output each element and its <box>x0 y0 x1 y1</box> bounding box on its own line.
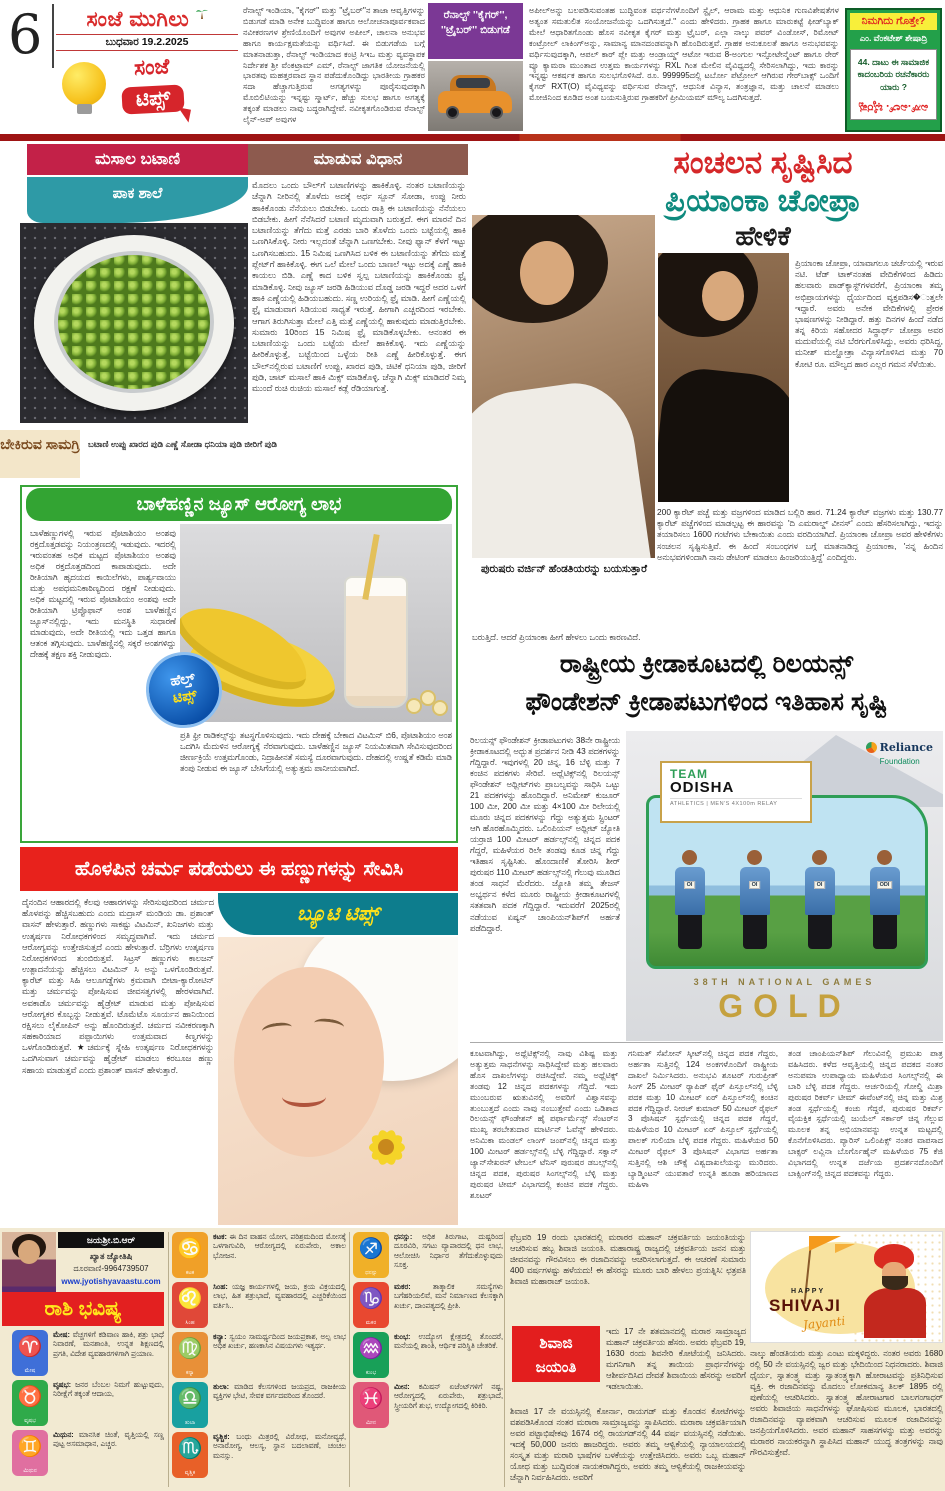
palm-tree-icon <box>196 8 208 20</box>
beauty-body: ದೈನಂದಿನ ಆಹಾರದಲ್ಲಿ ಕೆಲವು ಆಹಾರಗಳನ್ನು ಸೇರಿಸುವುದರಿಂದ ಚರ್ಮದ ಹೊಳಪನ್ನು ಹೆಚ್ಚಿಸಬಹುದು ಎಂದು ಮದ್ರಾಸ್ ಮಂಡಿಯ ಡಾ. ಪ್ರಶಾಂತ್ ವಾಸನ್ ಹೇಳುತ್ತಾರೆ. ಹಣ್ಣುಗಳು ಸಾಕಷ್ಟು ವಿಟಮಿನ್, ಖನಿಜಗಳು ಮತ್ತು ಉತ್ಕರ್ಷಣ ನಿರೋಧಕಗಳಿಂದ ಸಮೃದ್ಧವಾಗಿವೆ. ಇದು ಚರ್ಮದ ಆರೋಗ್ಯವನ್ನು ಉತ್ತೇಜಿಸುತ್ತದೆ ಎಂದು ಹೇಳುತ್ತಾರೆ. ಬೆರ‍್ರಿಗಳು ಉತ್ಕರ್ಷಣ ನಿರೋಧಕಗಳಿಂದ ತುಂಬಿರುತ್ತವೆ. ಸಿಟ್ರಸ್ ಹಣ್ಣುಗಳು ಕಾಲಜನ್ ಉತ್ಪಾದನೆಯನ್ನು ಹೆಚ್ಚಿಸಲು ವಿಟಮಿನ್ ಸಿ ಅನ್ನು ಒಳಗೊಂಡಿರುತ್ತವೆ. ಕ್ಯಾರೆಟ್ ಮತ್ತು ಸಿಹಿ ಆಲೂಗಡ್ಡೆಗಳು ಕ್ರಮವಾಗಿ ಬೀಟಾ-ಕ್ಯಾರೋಟಿನ್ ಮತ್ತು ಚರ್ಮವನ್ನು ಪೋಷಿಸುವ ಜೀವಸತ್ವಗಳಲ್ಲಿ ಹೇರಳವಾಗಿವೆ. ಅವಕಾಡೊ ಚರ್ಮವನ್ನು ಹೈಡ್ರೇಟ್ ಮಾಡುವ ಮತ್ತು ಪೋಷಿಸುವ ಆರೋಗ್ಯಕರ ಕೊಬ್ಬನ್ನು ನೀಡುತ್ತವೆ. ಟೊಮೆಟೊ ಸೂರ್ಯನ ಹಾನಿಯಿಂದ ರಕ್ಷಿಸಲು ಲೈಕೋಪಿನ್ ಅನ್ನು ಹೊಂದಿರುತ್ತವೆ. ಚರ್ಮದ ನವೀಕರಣಕ್ಕಾಗಿ ಸಹಕಾರಿಯಾದ ಪಪ್ಪಾಯಿಗಳು ಉತ್ತಮವಾದ ಕಿಣ್ವಗಳನ್ನು ಒಳಗೊಂಡಿರುತ್ತವೆ. ★ಚರ್ಮಕ್ಕೆ ಸ್ನೇಹಿ ಉತ್ಕರ್ಷಣ ನಿರೋಧಕಗಳನ್ನು ಒದಗಿಸುವಾಗ ಚರ್ಮವನ್ನು ಹೈಡ್ರೇಟ್ ಮಾಡಲು ಕರಬೂಜ ಹಣ್ಣು ಸಹಾಯ ಮಾಡುತ್ತವೆ ಎಂದು ಪ್ರಶಾಂತ್ ವಾಸನ್ ಹೇಳುತ್ತಾರೆ. <box>22 897 214 1075</box>
sports-photo <box>626 731 943 1041</box>
renault-article-right: ಅಪೀಲ್‌ಅನ್ನು ಬಲಪಡಿಸುವಂತಹ ಬುದ್ಧಿವಂತ ವರ್ಧನೆಗಳೊಂದಿಗೆ ಸ್ಟೈಲ್, ಆರಾಮ ಮತ್ತು ಆಧುನಿಕ ಗುಣವಿಶೇಷತೆಗಳ ಅತ್ಯಂತ ಸಮತುಲಿತ ಸಂಯೋಜನೆಯನ್ನು ಒದಗಿಸುತ್ತದೆ.'' ಎಂದು ಹೇಳಿದರು. ಗ್ರಾಹಕ ಹಾಗೂ ಮಾರುಕಟ್ಟೆ ಫೀಡ್‌ಬ್ಯಾಕ್ ಮೇಲೆ ಆಧಾರಿತಗೊಂಡು ಹೊಸ ನವೀಕೃತ ಕೈಗರ್ ಮತ್ತು ಟ್ರೈಬರ್, ಎಲ್ಲಾ ನಾಲ್ಕು ಪವರ್ ವಿಂಡೋಸ್, ರಿಮೋಟ್ ಕಂಟ್ರೋಲ್ ಲಾಕಿಂಗ್‌ಅನ್ನು, ಸಾಮಾನ್ಯ ಮಾನದಂಡವನ್ನಾಗಿ ಹೊಂದಿರುತ್ತವೆ. ಗ್ರಾಹಕ ಅನುಕೂಲತೆ ಹಾಗೂ ಅನುಭವವನ್ನು ವರ್ಧಿಸುವುದಕ್ಕಾಗಿ, ಆಪಲ್ ಕಾರ್ ಪ್ಲೇ ಮತ್ತು ಆಂಡ್ರಾಯ್ಡ್ ಆಟೋ ಇರುವ 8-ಅಂಗುಲ ಇನ್ಫೋಟೇನ್ಮೆಂಟ್ ಹಾಗೂ ರೇರ್ ವ್ಯೂ ಕ್ಯಾಮರಾ ಮುಂತಾದ ಉತ್ತಮ ಕಾರ್ಯಗಳನ್ನು RXL ಗಿಂತ ಮೇಲಿನ ವೈವಿಧ್ಯದಲ್ಲಿ ಸೇರಿಸಲಾಗಿದ್ದು, ಇದು ಕಾರನ್ನು ಇನ್ನಷ್ಟು ಆಕರ್ಷಕ ಹಾಗೂ ಸುಲಭಗೊಳಿಸಿದೆ. ರೂ. 999995ದಲ್ಲಿ ಟರ್ಬೋ ಪೆಟ್ರೋಲ್ ಆಗಿರುವ ಗೇರ್‌ಬಾಕ್ಸ್ ಒಂದಿಗೆ ಕೈಗರ್ RXT(O) ವೈವಿಧ್ಯವನ್ನು ವರ್ಧಿಸುವ ರೆನಾಲ್ಟ್, ಆಧುನಿಕ ವಿನ್ಯಾಸ, ತಂತ್ರಜ್ಞಾನ, ಮತ್ತು ಚಾಲನೆ ಮಾಡಲು ಮೋಜಿನಿಂದ ಕೂಡಿದ ಅಂಶ ಬಯಸುತ್ತಿರುವ ಗ್ರಾಹಕರಿಗೆ ಪ್ರೀಮಿಯಮ್ ಮೌಲ್ಯ ಒದಗಿಸುತ್ತದೆ. <box>529 6 839 103</box>
beauty-title: ಹೊಳಪಿನ ಚರ್ಮ ಪಡೆಯಲು ಈ ಹಣ್ಣುಗಳನ್ನು ಸೇವಿಸಿ <box>20 847 458 891</box>
aquarius-icon: ♒ ಕುಂಭ <box>353 1332 389 1378</box>
gemini-icon: ♊ ಮಿಥುನ <box>12 1430 48 1476</box>
header-divider <box>0 134 945 141</box>
tips-word-bottom: ಟಿಪ್ಸ್ <box>121 84 185 114</box>
masthead-text: ಸಂಜೆ ಮುಗಿಲು <box>86 8 190 31</box>
zodiac-row-aries: ♈ ಮೇಷ ಮೇಷ: ವೆಚ್ಚಗಳಿಗೆ ಕಡಿವಾಣ ಹಾಕಿ, ಶತ್ರು ಭಾಧೆ ನಿವಾರಣೆ, ಮನಶಾಂತಿ, ಉನ್ನತ ಶಿಕ್ಷಣದಲ್ಲಿ ಪ್ರಗತಿ, ವಿದೇಶ ವ್ಯವಹಾರಗಳಿಗಾಗಿ ಪ್ರಯಾಣ. <box>12 1330 164 1376</box>
health-tips-badge: ಹೆಲ್ತ್ ಟಿಪ್ಸ್ <box>141 647 227 733</box>
astrologer-title: ಖ್ಯಾತ ಜ್ಯೋತಿಷಿ <box>89 1251 133 1261</box>
aries-icon: ♈ ಮೇಷ <box>12 1330 48 1376</box>
zodiac-row-pisces: ♓ ಮೀನ ಮೀನ: ಕಮಿಷನ್ ಏಜೆಂಟ್‌ಗಳಿಗೆ ನಷ್ಟ, ಆರೋಗ್ಯದಲ್ಲಿ ಏರುಪೇರು, ಶತ್ರುಭಾದೆ, ಸ್ತ್ರೀಯರಿಗೆ ಶುಭ, ಉದ್ಯೋಗದಲ್ಲಿ ಕಿರಿಕಿರಿ. <box>353 1382 503 1428</box>
face-shape <box>234 967 384 1157</box>
recipe-method-title: ಮಾಡುವ ವಿಧಾನ <box>248 144 468 175</box>
national-games-caption: 38TH NATIONAL GAMES <box>693 977 876 987</box>
zodiac-row-sagittarius: ♐ ಧನಸ್ಸು ಧನಸ್ಸು: ಅಧಿಕ ತಿರುಗಾಟ, ದುಷ್ಟರಿಂದ ದೂರವಿರಿ, ಸಗಟು ವ್ಯಾಪಾರದಲ್ಲಿ ಧನ ಲಾಭ, ಆಲೋಚಿಸಿ ನಿರ್ಧಾರ ತೆಗೆದುಕೊಳ್ಳುವುದು ಸೂಕ್ತ. <box>353 1232 503 1278</box>
athlete-figure: OI <box>733 850 777 966</box>
saffron-flag-icon <box>835 1244 855 1253</box>
priyanka-bottom-line: ಬರುತ್ತಿದೆ. ಆದರೆ ಪ್ರಿಯಾಂಕಾ ಹೀಗೆ ಹೇಳಲು ಒಂದು ಕಾರಣವಿದೆ. <box>472 632 641 642</box>
shivaji-figure <box>864 1288 926 1338</box>
capricorn-icon: ♑ ಮಕರ <box>353 1282 389 1328</box>
sagittarius-icon: ♐ ಧನಸ್ಸು <box>353 1232 389 1278</box>
tips-word-top: ಸಂಜೆ <box>133 55 170 80</box>
sports-col-2: ಗನಿಮತ್ ಸೆಖೋನ್ ಸ್ಕೀಟ್‌ನಲ್ಲಿ ಚಿನ್ನದ ಪದಕ ಗೆದ್ದರು, ಅರ್ಹತಾ ಸುತ್ತಿನಲ್ಲಿ 124 ಅಂಕಗಳೊಂದಿಗೆ ರಾಷ್ಟ್ರೀಯ ದಾಖಲೆ ನಿರ್ಮಿಸಿದರು. ಅನುಭವಿ ಶೂಟರ್ ಗುರುಪ್ರೀತ್ ಸಿಂಗ್ 25 ಮೀಟರ್ ರ‍್ಯಾಪಿಡ್ ಫೈರ್ ಪಿಸ್ತೂಲ್‌ನಲ್ಲಿ ಬೆಳ್ಳಿ ಪದಕ ಮತ್ತು 10 ಮೀಟರ್ ಏರ್ ಪಿಸ್ತೂಲ್‌ನಲ್ಲಿ ಕಂಚಿನ ಪದಕ ಗೆದ್ದಿದ್ದಾರೆ. ನೀರಜ್ ಕುಮಾರ್ 50 ಮೀಟರ್ ರೈಫಲ್ 3 ಪೊಸಿಷನ್ ಸ್ಪರ್ಧೆಯಲ್ಲಿ ಚಿನ್ನದ ಪದಕ ಗೆದ್ದರೆ, ಮಹಿಳೆಯರ 10 ಮೀಟರ್ ಏರ್ ಪಿಸ್ತೂಲ್ ಸ್ಪರ್ಧೆಯಲ್ಲಿ ಪಾಲಕ್ ಗುಲಿಯಾ ಬೆಳ್ಳಿ ಪದಕ ಗೆದ್ದರು. ಮಹಿಳೆಯರ 50 ಮೀಟರ್ ರೈಫಲ್ 3 ಪೊಸಿಷನ್ ವಿಭಾಗದ ಅರ್ಹತಾ ಸುತ್ತಿನಲ್ಲಿ ಆಶಿ ಚೌಕ್ಸೆ ವಿಶ್ವದಾಖಲೆಯನ್ನು ಮುರಿದರು. ಬ್ಯಾಡ್ಮಿಂಟನ್ ಯುವತಾರೆ ಉನ್ನತಿ ಹೂಡಾ ಹರಿಯಾಣದ ಮಹಿಳಾ <box>628 1049 778 1189</box>
sports-headline-1: ರಾಷ್ಟ್ರೀಯ ಕ್ರೀಡಾಕೂಟದಲ್ಲಿ ರಿಲಯನ್ಸ್ <box>559 650 854 678</box>
edition-date: ಬುಧವಾರ 19.2.2025 <box>56 34 238 51</box>
team-odisha-card: TEAM ODISHA ATHLETICS | MEN'S 4X100m RELAY <box>660 761 812 823</box>
sports-rule <box>470 1042 943 1043</box>
column-divider <box>349 1232 350 1487</box>
know-box <box>845 8 942 132</box>
zodiac-row-capricorn: ♑ ಮಕರ ಮಕರ: ತಾತ್ಕಾಲಿಕ ಸಮಸ್ಯೆಗಳು ಬಗೆಹರಿಯಲಿವೆ, ಮನೆ ನಿರ್ಮಾಣದ ಕೆಲಸಕ್ಕಾಗಿ ಖರ್ಚು, ದಾಂಪತ್ಯದಲ್ಲಿ ಪ್ರೀತಿ. <box>353 1282 503 1328</box>
shivaji-jayanti-image <box>750 1231 943 1343</box>
astrologer-name: ಜಯಶ್ರೀ.ಬಿ.ಆರ್ <box>58 1232 164 1248</box>
shivaji-para-3: ಶಿವಾಜಿ 17 ನೇ ವಯಸ್ಸಿನಲ್ಲಿ ಕೋರ್ನಾ, ರಾಯಗಡ್ ಮತ್ತು ಕೊಂಡನ ಕೋಟೆಗಳನ್ನು ವಶಪಡಿಸಿಕೊಂಡ ನಂತರ ಮರಾಠಾ ಸಾಮ್ರಾಜ್ಯವನ್ನು ಸ್ಥಾಪಿಸಿದರು. ಮರಾಠಾ ಚಕ್ರವರ್ತಿಯಾಗಿ ಅವರ ಪಟ್ಟಾಭಿಷೇಕವು 1674 ರಲ್ಲಿ ರಾಯಗಡ್‌ನಲ್ಲಿ 44 ವರ್ಷ ವಯಸ್ಸಿನಲ್ಲಿ ನಡೆಯಿತು. ಇದಕ್ಕೆ 50,000 ಜನರು ಹಾಜರಿದ್ದರು. ಅವರು ತಮ್ಮ ಆಳ್ವಿಕೆಯಲ್ಲಿ ನ್ಯಾಯಾಲಯದಲ್ಲಿ ಸಂಸ್ಕೃತ ಮತ್ತು ಮರಾಠಿ ಭಾಷೆಗಳ ಬಳಕೆಯನ್ನು ಉತ್ತೇಜಿಸಿದರು. ಅವರು ಒಬ್ಬ ಮಹಾನ್ ಯೋಧ ಮತ್ತು ಬುದ್ಧಿವಂತ ನಾಯಕರಾಗಿದ್ದರು, ಅವರು ತಮ್ಮ ಆಳ್ವಿಕೆಯಲ್ಲಿ ರಾಜಕೀಯವನ್ನು ಚೆನ್ನಾಗಿ ನಿರ್ವಹಿಸಿದರು. ಅವರಿಗೆ <box>510 1406 746 1483</box>
zodiac-row-taurus: ♉ ವೃಷಭ ವೃಷಭ: ಜನರ ಬೆಂಬಲ ನಿಮಗೆ ಹುಟ್ಟುವುದು, ನಿರೀಕ್ಷೆಗೆ ತಕ್ಕಂತೆ ಆದಾಯ, <box>12 1380 164 1426</box>
know-box-title: ನಿಮಗಿದು ಗೊತ್ತೇ? <box>850 13 937 30</box>
know-box-question: 44. ದಾಟು ಈ ಸಾಮಾಜಿಕ ಕಾದಂಬರಿಯ ರಚನೆಕಾರರು ಯಾರು ? <box>857 57 930 92</box>
zodiac-row-aquarius: ♒ ಕುಂಭ ಕುಂಭ: ಉದ್ಯೋಗ ಕ್ಷೇತ್ರದಲ್ಲಿ ತೊಂದರೆ, ಮನೆಯಲ್ಲಿ ಶಾಂತಿ, ಆರ್ಥಿಕ ಪರಿಸ್ಥಿತಿ ಚೇತರಿಕೆ. <box>353 1332 503 1378</box>
sports-col-1: ಕೂಟವಾಗಿದ್ದು, ಅಥ್ಲೆಟಿಕ್ಸ್‌ನಲ್ಲಿ ನಾವು ವಿಶಿಷ್ಟ ಮತ್ತು ಅತ್ಯುತ್ತಮ ಸಾಧನೆಗಳನ್ನು ಸಾಧಿಸಿದ್ದೇವೆ ಮತ್ತು ಹಲವಾರು ಹೊಸ ದಾಖಲೆಗಳನ್ನು ರಚಿಸಿದ್ದೇವೆ. ನಮ್ಮ ಅಥ್ಲೆಟಿಕ್ಸ್ ತಂಡವು 12 ಚಿನ್ನದ ಪದಕಗಳನ್ನು ಗೆದ್ದಿದೆ. ಇದು ಮುಂಬರುವ ಋತುವಿನಲ್ಲಿ ಅವರಿಗೆ ವಿಶ್ವಾಸವನ್ನು ತುಂಬುತ್ತದೆ ಎಂದು ನಾವು ನಂಬುತ್ತೇವೆ ಎಂದು ಒಡಿಶಾದ ರಿಲಯನ್ಸ್ ಫೌಂಡೇಶನ್ ಹೈ ಪರ್ಫಾರ್ಮೆನ್ಸ್ ಸೆಂಟರ್‌ನ ಮುಖ್ಯ ತರಬೇತುದಾರ ಮಾರ್ಟಿನ್ ಓವೆನ್ಸ್ ಹೇಳಿದರು. ಅನಿಮಿಕಾ ಮಂಡಲ್ ಲಾಂಗ್ ಜಂಪ್‌ನಲ್ಲಿ ಚಿನ್ನದ ಮತ್ತು 100 ಮೀಟರ್ ಹರ್ಡಲ್ಸ್‌ನಲ್ಲಿ ಬೆಳ್ಳಿ ಗೆದ್ದಿದ್ದಾರೆ. ಸಕ್ವಾನ್ ಜ್ಯಾನ್‌ಸೇಖರನ್ ಟೇಬಲ್ ಟೆನಿಸ್ ಪುರುಷರ ಡಬಲ್ಸ್‌ನಲ್ಲಿ ಚಿನ್ನದ ಪದಕ, ಪುರುಷರ ಸಿಂಗಲ್ಸ್‌ನಲ್ಲಿ ಬೆಳ್ಳಿ ಮತ್ತು ಪುರುಷರ ಟೀಮ್ ವಿಭಾಗದಲ್ಲಿ ಕಂಚಿನ ಪದಕ ಗೆದ್ದರು. ಶೂಟರ್ <box>470 1049 618 1200</box>
speech-tail <box>176 107 191 122</box>
horoscope-column-1 <box>12 1330 164 1480</box>
taurus-icon: ♉ ವೃಷಭ <box>12 1380 48 1426</box>
column-divider <box>168 1232 169 1487</box>
athlete-figure: OI <box>668 850 712 966</box>
pisces-icon: ♓ ಮೀನ <box>353 1382 389 1428</box>
horoscope-header: ರಾಶಿ ಭವಿಷ್ಯ <box>2 1292 164 1326</box>
column-divider <box>504 1232 505 1487</box>
jayanti-script-text: Jayanti <box>802 1313 846 1333</box>
juice-glass <box>344 576 408 708</box>
renault-headline-box: ರೆನಾಲ್ಟ್ ''ಕೈಗರ್'', ''ಟ್ರೈಬರ್'' ಬಿಡುಗಡೆ <box>428 3 523 59</box>
reliance-flame-icon <box>866 742 877 753</box>
car-image <box>428 61 523 131</box>
beauty-tips-banner <box>218 893 458 935</box>
astrologer-phone: ದೂರವಾಣಿ-9964739507 <box>73 1264 149 1273</box>
bulb-icon <box>62 62 106 114</box>
peas-bowl <box>54 251 214 393</box>
reliance-foundation-logo: Reliance Foundation <box>866 739 933 766</box>
masthead-block <box>56 8 238 51</box>
priyanka-body-2: 200 ಕ್ಯಾರೆಟ್ ಪಚ್ಚೆ ಮತ್ತು ವಜ್ರಗಳಿಂದ ಮಾಡಿದ ಬಲ್ಲಿರಿ ಹಾರ. 71.24 ಕ್ಯಾರೆಟ್ ವಜ್ರಗಳು ಮತ್ತು 130.77 ಕ್ಯಾರೆಟ್ ಪಚ್ಚೆಗಳಿಂದ ಮಾಡಲ್ಪಟ್ಟ ಈ ಹಾರವನ್ನು 'ದಿ ಎಮರಾಲ್ಡ್ ವೀನಸ್' ಎಂದು ಹೆಸರಿಸಲಾಗಿದ್ದು, ಇದನ್ನು ತಯಾರಿಸಲು 1600 ಗಂಟೆಗಳು ಬೇಕಾಯಿತು ಎಂದು ವರದಿಯಾಗಿದೆ. ಪ್ರಿಯಾಂಕಾ ಚೋಪ್ರಾ ಅವರ ಹೇಳಿಕೆಗಳು ಸಂಚಲನ ಸೃಷ್ಟಿಸುತ್ತಿವೆ. ಈ ಹಿಂದೆ ಸಂಬಂಧಗಳ ಬಗ್ಗೆ ಮಾತನಾಡಿದ್ದ ಪ್ರಿಯಾಂಕಾ, 'ನನ್ನ ಹಿಂದಿನ ಅನುಭವಗಳಿಂದಾಗಿ ನಾನು ಡೇಟಿಂಗ್ ಮಾಡಲು ಹಿಂಜರಿಯುತ್ತಿದ್ದೆ' ಎಂದಿದ್ದರು. <box>657 507 943 562</box>
ingredients-text: ಬಟಾಣಿ ಉಪ್ಪು ಖಾರದ ಪುಡಿ ಎಣ್ಣೆ ಸೋಡಾ ಧನಿಯಾ ಪುಡಿ ಜೀರಿಗೆ ಪುಡಿ <box>88 439 277 449</box>
leo-icon: ♌ ಸಿಂಹ <box>172 1282 208 1328</box>
shivaji-para-4: ನಾಲ್ಕು ಹೆಂಡತಿಯರು ಮತ್ತು ಎಂಟು ಮಕ್ಕಳಿದ್ದರು. ನಂತರ ಅವರು 1680 ರಲ್ಲಿ 50 ನೇ ವಯಸ್ಸಿನಲ್ಲಿ ಜ್ವರ ಮತ್ತು ಭೇದಿಯಿಂದ ನಿಧನರಾದರು. ಶಿವಾಜಿ ಧೈರ್ಯ, ಸ್ವಾತಂತ್ರ್ಯ ಮತ್ತು ಸ್ವಾತಂತ್ರ್ಯಕ್ಕಾಗಿ ಹೋರಾಟವನ್ನು ಪ್ರತಿನಿಧಿಸುವ ವ್ಯಕ್ತಿ. ಈ ರಜಾದಿನವನ್ನು ಮೊದಲು ಲೋಕಮಾನ್ಯ ತಿಲಕ್ 1895 ರಲ್ಲಿ ಪುಣೆಯಲ್ಲಿ ಆಚರಿಸಿದರು. ಸ್ವಾತಂತ್ರ್ಯ ಹೋರಾಟಗಾರ ಬಾಲಗಂಗಾಧರ್ ಅವರು ಶಿವಾಜಿಯ ಸಾಧನೆಗಳನ್ನು ಘೋಷಿಸುವ ಮೂಲಕ, ಭಾರತದಲ್ಲಿ ರಜಾದಿನವನ್ನು ವ್ಯಾಪಕವಾಗಿ ಆಚರಿಸುವ ಮೂಲಕ ರಜಾದಿನವನ್ನು ಜನಪ್ರಿಯಗೊಳಿಸಿದರು. ಅವರ ಮಹಾನ್ ಸಾಹಸಗಳನ್ನು ಮತ್ತು ಅವರನ್ನು ಮರಾಠರ ನಾಯಕರನ್ನಾಗಿ ಸ್ಥಾಪಿಸಿದ ಮಹಾನ್ ಯುದ್ಧ ತಂತ್ರಗಳನ್ನು ನಾವು ಗೌರವಿಸುತ್ತೇವೆ. <box>750 1348 943 1458</box>
banana-body-bottom: ಪ್ರತಿ ಫ್ರೀ ರಾಡಿಕಲ್ಸ್‌ನ್ನು ತಟಸ್ಥಗೊಳಿಸುವುದು. ಇದು ದೇಹಕ್ಕೆ ಬೇಕಾದ ವಿಟಮಿನ್ ಬಿ6, ಪೊಟಾಶಿಯಂ ಅಂಶ ಒದಗಿಸಿ ಮೆದುಳಿನ ಆರೋಗ್ಯಕ್ಕೆ ನೆರವಾಗುವುದು. ಬಾಳೆಹಣ್ಣಿನ ಜ್ಯೂಸ್ ನಿಯಮಿತವಾಗಿ ಸೇವಿಸುವುದರಿಂದ ಜೀರ್ಣಕ್ರಿಯೆ ಉತ್ತಮಗೊಂಡು, ನಿದ್ರಾಹೀನತೆ ಸಮಸ್ಯೆ ದೂರವಾಗುವುದು. ದೇಹದಲ್ಲಿ ಉಷ್ಣತೆ ಕಡಿಮೆ ಮಾಡಿ ತಂಪು ನೀಡುವ ಈ ಜ್ಯೂಸ್ ಬೇಸಿಗೆಯಲ್ಲಿ ಅತ್ಯುತ್ತಮ ಪಾನೀಯವಾಗಿದೆ. <box>180 730 452 774</box>
athlete-figure: OI <box>798 850 842 966</box>
gold-caption: GOLD <box>718 988 851 1024</box>
car-wheel-right <box>490 106 503 119</box>
libra-icon: ♎ ತುಲಾ <box>172 1382 208 1428</box>
priyanka-headline-3: ಹೇಳಿಕೆ <box>735 221 791 251</box>
virgo-icon: ♍ ಕನ್ಯಾ <box>172 1332 208 1378</box>
priyanka-body-1: ಪ್ರಿಯಾಂಕಾ ಚೋಪ್ರಾ, ಯಾವಾಗಲೂ ಚರ್ಚೆಯಲ್ಲಿ ಇರುವ ನಟಿ. ಟೆಡ್ ಟಾಕ್‌ನಂತಹ ವೇದಿಕೆಗಳಿಂದ ಹಿಡಿದು ಹಲವಾರು ಪಾಡ್‌ಕ್ಯಾಸ್ಟ್‌ಗಳವರೆಗೆ, ಪ್ರಿಯಾಂಕಾ ತಮ್ಮ ಅಭಿಪ್ರಾಯಗಳನ್ನು ಧೈರ್ಯದಿಂದ ವ್ಯಕ್ತಪಡಿಸ�ುತ್ತಲೇ ಇದ್ದಾರೆ. ಅವರು ಅನೇಕ ವೇದಿಕೆಗಳಲ್ಲಿ ಪ್ರೇರಕ ಭಾಷಣಗಳನ್ನು ನೀಡಿದ್ದಾರೆ. ಹತ್ತು ದಿನಗಳ ಹಿಂದೆ ನಡೆದ ತನ್ನ ಕಿರಿಯ ಸಹೋದರ ಸಿದ್ಧಾರ್ಥ್ ಚೋಪ್ರಾ ಅವರ ಮದುವೆಯಲ್ಲಿ ನಟಿ ಬೆರಗುಗೊಳಿಸಿದ್ದು, ಅವರು ಧರಿಸಿದ್ದ, ಮನೀಶ್ ಮಲ್ಹೋತ್ರಾ ವಿನ್ಯಾಸಗೊಳಿಸಿದ ಮತ್ತು 70 ಕೋಟಿ ರೂ. ಮೌಲ್ಯದ ಹಾರ ಎಲ್ಲರ ಗಮನ ಸೆಳೆಯಿತು. <box>795 258 943 369</box>
athlete-figure: ODI <box>863 850 907 966</box>
shivaji-jayanti-box: ಶಿವಾಜಿ ಜಯಂತಿ <box>512 1326 600 1382</box>
renault-article-left: ರೆನಾಲ್ಟ್ ಇಂಡಿಯಾ, ''ಕೈಗರ್'' ಮತ್ತು ''ಟ್ರೈಬರ್''ನ ತಾಜಾ ಆವೃತ್ತಿಗಳನ್ನು ಬಿಡುಗಡೆ ಮಾಡಿ ಅನೇಕ ಬುದ್ಧಿವಂತ ಹಾಗೂ ಆಲೋಚನಾಪೂರ್ವಕವಾದ ನವೀಕರಣಗಳ ಶ್ರೇಣಿಯೊಂದಿಗೆ ಅವುಗಳ ಅಪೀಲ್, ಚಾಲನಾ ಅನುಭವ ಹಾಗೂ ಕಾರ್ಯಕ್ಷಮತೆಯನ್ನು ವರ್ಧಿಸಿದೆ. ಈ ಬಿಡುಗಡೆಯ ಬಗ್ಗೆ ಮಾತನಾಡುತ್ತಾ, ರೆನಾಲ್ಟ್ ಇಂಡಿಯಾದ ಕಂಟ್ರಿ ಸಿಇಒ ಮತ್ತು ವ್ಯವಸ್ಥಾಪಕ ನಿರ್ದೇಶಕ ಶ್ರೀ ವೆಂಕಟ್ರಾಮ್ ಎಮ್, ರೆನಾಲ್ಟ್ ಜಾಗತಿಕ ಯೋಜನೆಯಲ್ಲಿ ಭಾರತವು ಮಹತ್ತರವಾದ ಸ್ಥಾನ ಪಡೆದುಕೊಂಡಿದ್ದು ಭಾರತೀಯ ಗ್ರಾಹಕರ ಸದಾ ಹೆಚ್ಚಾಗುತ್ತಿರುವ ಅಗತ್ಯಗಳನ್ನು ಪೂರೈಸುವುದಕ್ಕಾಗಿ ಮೊಬಿಲಿಟಿಯನ್ನು ಇನ್ನಷ್ಟು ಸ್ಮಾರ್ಟ್, ಹೆಚ್ಚು ಸುಲಭ ಹಾಗೂ ಅಗತ್ಯಕ್ಕೆ ತಕ್ಕಂತೆ ಮಾಡಲು ನಾವು ಬದ್ಧರಾಗಿದ್ದೇವೆ. ನವೀಕೃತಗೊಂಡಿರುವ ರೆನಾಲ್ಟ್ ಲೈನ್-ಅಪ್ ಅವುಗಳ <box>243 6 425 125</box>
priyanka-headline-2: ಪ್ರಿಯಾಂಕಾ ಚೋಪ್ರಾ <box>665 183 861 218</box>
recipe-title: ಮಸಾಲ ಬಟಾಣಿ <box>27 144 248 175</box>
horoscope-column-2 <box>172 1232 346 1482</box>
ingredients-label: ಬೇಕಿರುವ ಸಾಮಗ್ರಿ <box>0 430 80 478</box>
page-number: 6 <box>8 4 54 68</box>
priyanka-photo-inset <box>657 252 790 503</box>
zodiac-row-gemini: ♊ ಮಿಥುನ ಮಿಥುನ: ಮಾನಸಿಕ ಚಿಂತೆ, ವೃತ್ತಿಯಲ್ಲಿ ಸಣ್ಣ ಪುಟ್ಟ ಅಸಮಾಧಾನ, ಎಚ್ಚರ. <box>12 1430 164 1476</box>
car-wheel-left <box>446 106 459 119</box>
know-box-author: ಎಂ. ವೆಂಕಟೇಶ್ ಶೇಷಾದ್ರಿ <box>859 33 928 43</box>
shivaji-para-2: ಇದು 17 ನೇ ಶತಮಾನದಲ್ಲಿ ಮರಾಠ ಸಾಮ್ರಾಜ್ಯದ ಮಹಾನ್ ಚಕ್ರವರ್ತಿಯ ಹೆಸರು. ಅವರು ಫೆಬ್ರವರಿ 19, 1630 ರಂದು ಶಿವನೇರಿ ಕೋಟೆಯಲ್ಲಿ ಜನಿಸಿದರು. ಮಗನಿಗಾಗಿ ತನ್ನ ತಾಯಿಯ ಪ್ರಾರ್ಥನೆಗಳನ್ನು ಆಶೀರ್ವದಿಸಿದ ದೇವತೆ ಶಿವಾಯಿಯ ಹೆಸರನ್ನು ಅವರಿಗೆ ಇಡಲಾಯಿತು. <box>606 1326 746 1392</box>
priyanka-headline-1: ಸಂಚಲನ ಸೃಷ್ಟಿಸಿದ <box>673 145 853 180</box>
zodiac-row-scorpio: ♏ ವೃಶ್ಚಿಕ ವೃಶ್ಚಿಕ: ಬಂಧು ಮಿತ್ರರಲ್ಲಿ ವಿರೋಧ, ಮನೋವ್ಯಥೆ, ಅನಾರೋಗ್ಯ, ಆಲಸ್ಯ, ಸ್ಥಾನ ಬದಲಾವಣೆ, ಚಂಚಲ ಮನಸ್ಸು. <box>172 1432 346 1478</box>
zodiac-row-virgo: ♍ ಕನ್ಯಾ ಕನ್ಯಾ: ಸ್ವಯಂ ಸಾಮರ್ಥ್ಯದಿಂದ ಜಯಪ್ರಕಾಶ, ಅಲ್ಪ ಲಾಭ ಅಧಿಕ ಖರ್ಚು, ಹಣಕಾಸಿನ ವಿಷಯಗಳು ಇತ್ಯರ್ಥ. <box>172 1332 346 1378</box>
sports-col-3: ತಂಡ ಚಾಂಪಿಯನ್‌ಶಿಪ್ ಗೆಲುವಿನಲ್ಲಿ ಪ್ರಮುಖ ಪಾತ್ರ ವಹಿಸಿದರು. ಕಳೆದ ಆವೃತ್ತಿಯಲ್ಲಿ ಚಿನ್ನದ ಪದಕದ ನಂತರ ಅನುಪಮಾ ಉಪಾಧ್ಯಾಯ ಮಹಿಳೆಯರ ಸಿಂಗಲ್ಸ್‌ನಲ್ಲಿ ಈ ಬಾರಿ ಬೆಳ್ಳಿ ಪದಕ ಗೆದ್ದರು. ಆರ್ಚರಿಯಲ್ಲಿ ಗೋಲ್ಡಿ ಮಿಶ್ರಾ ಪುರುಷರ ರಿಕರ್ವ್ ಟೀಮ್ ಈವೆಂಟ್‌ನಲ್ಲಿ ಚಿನ್ನ ಮತ್ತು ಮಿಶ್ರ ತಂಡ ಸ್ಪರ್ಧೆಯಲ್ಲಿ ಕಂಚು ಗೆದ್ದರೆ, ಪುರುಷರ ರಿಕರ್ವ್ ವೈಯಕ್ತಿಕ ಸ್ಪರ್ಧೆಯಲ್ಲಿ ಜುಯೆಲ್ ಸರ್ಕಾರ್ ಚಿನ್ನ ಗೆಲ್ಲುವ ಮೂಲಕ ತನ್ನ ಅಭಿಯಾನವನ್ನು ಉನ್ನತ ಮಟ್ಟದಲ್ಲಿ ಕೊನೆಗೊಳಿಸಿದರು. ಪ್ಯಾರಿಸ್ ಒಲಿಂಪಿಕ್ಸ್ ನಂತರ ವಾಪಸಾದ ಬಾಕ್ಸರ್ ಲವ್ಲಿನಾ ಬೊರ್ಗೊಹೈನ್ ಮಹಿಳೆಯರ 75 ಕೆಜಿ ವಿಭಾಗದಲ್ಲಿ ಉನ್ನತ ದರ್ಜೆಯ ಪ್ರದರ್ಶನದೊಂದಿಗೆ ಬಾಕ್ಸಿಂಗ್‌ನಲ್ಲಿ ಚಿನ್ನದ ಪದಕವನ್ನು ಗೆದ್ದರು. <box>788 1049 943 1178</box>
know-box-question-panel <box>850 49 937 120</box>
banana-body-left: ಬಾಳೆಹಣ್ಣುಗಳಲ್ಲಿ ಇರುವ ಪೊಟಾಶಿಯಂ ಅಂಶವು ರಕ್ತದೊತ್ತಡವನ್ನು ನಿಯಂತ್ರಣದಲ್ಲಿ ಇಡುವುದು. ಇದರಲ್ಲಿ ಇರುವಂತಹ ಅಧಿಕ ಮಟ್ಟದ ಪೊಟಾಶಿಯಂ ಅಂಶವು ಅಧಿಕ ರಕ್ತದೊತ್ತಡದಿಂದ ಕಾಪಾಡುವುದು. ಅದೇ ರೀತಿಯಾಗಿ ಹೃದಯದ ಕಾಯಿಲೆಗಳು, ಪಾರ್ಶ್ವವಾಯು ಮತ್ತು ಅಪಧಮನಿಕಾಠಿಣ್ಯದಿಂದ ರಕ್ಷಣೆ ನೀಡುವುದು. ಅಧಿಕ ಮಟ್ಟದಲ್ಲಿ ಇರುವ ಪೊಟಾಶಿಯಂ ಅಂಶವು ಅದೇ ರೀತಿಯಾಗಿ ಟ್ರಿಪ್ಟೊಫಾನ್ ಅಂಶ ಬಾಳೆಹಣ್ಣಿನ ಜ್ಯೂಸ್‌ನಲ್ಲಿದ್ದು, ಇದು ಮನಸ್ಥಿತಿ ಸುಧಾರಣೆ ಮಾಡುವುದು, ಅದೇ ರೀತಿಯಲ್ಲಿ ಇದು ಒತ್ತಡ ಹಾಗೂ ಆತಂಕ ತಗ್ಗಿಸುವುದು. ಬಾಳೆಹಣ್ಣಿನಲ್ಲಿ ಸಕ್ಕರೆ ಅಂಶಗಳಿದ್ದು ದೇಹಕ್ಕೆ ತಕ್ಷಣ ಶಕ್ತಿ ನೀಡುವುದು. <box>30 528 176 660</box>
banana-slice <box>406 698 422 714</box>
banana-title: ಬಾಳೆಹಣ್ಣಿನ ಜ್ಯೂಸ್ ಆರೋಗ್ಯ ಲಾಭ <box>26 488 452 521</box>
zodiac-row-libra: ♎ ತುಲಾ ತುಲಾ: ಮಾಡಿದ ಕೆಲಸಗಳಿಂದ ಜಯಪ್ರದ, ರಾಜಕೀಯ ವ್ಯಕ್ತಿಗಳ ಭೇಟಿ, ಸೇವಕ ವರ್ಗದವರಿಂದ ತೊಂದರೆ. <box>172 1382 346 1428</box>
recipe-method-text: ಮೊದಲು ಒಂದು ಬೌಲ್‌ಗೆ ಬಟಾಣಿಗಳನ್ನು ಹಾಕಿಕೊಳ್ಳಿ. ನಂತರ ಬಟಾಣಿಯನ್ನು ಚೆನ್ನಾಗಿ ನೀರಿನಲ್ಲಿ ತೊಳೆದು ಅದಕ್ಕೆ ಅರ್ಧ ಸ್ಪೂನ್ ಸೋಡಾ, ಉಪ್ಪು ನೀರು ಹಾಕಿಕೊಂಡು ನೆನೆಯಲು ಬಿಡಬೇಕು. ಒಂದು ರಾತ್ರಿ ಈ ಬಟಾಣಿಯನ್ನು ನೆನೆಯಲು ಬಿಡಬೇಕು. ಹೀಗೆ ನೆನೆಸಿದರೆ ಬಟಾಣಿ ಮೃದುವಾಗಿ ಬರುತ್ತದೆ. ಈಗ ಮಾರನೆ ದಿನ ಬಟಾಣಿಯನ್ನು ತೆಗೆದು ಮತ್ತೆ ಎರಡು ಬಾರಿ ತೊಳೆದು ಒಂದು ಬಟ್ಟೆಯಲ್ಲಿ ಹಾಕಿ ಒಣಗಿಸಿಕೊಳ್ಳಿ. ನೀರು ಇಲ್ಲದಂತೆ ಚೆನ್ನಾಗಿ ಒಣಗಬೇಕು. ನೀವು ಫ್ಯಾನ್ ಕೆಳಗೆ ಇಟ್ಟು ಒಣಗಿಸಬಹುದು. 15 ನಿಮಿಷ ಒಣಗಿಸಿದ ಬಳಿಕ ಈ ಬಟಾಣಿಯನ್ನು ತೆಗೆದು ಮತ್ತೆ ಪ್ಲೇಟ್‌ಗೆ ಹಾಕಿಕೊಳ್ಳಿ. ಈಗ ಒಲೆ ಮೇಲೆ ಒಂದು ಬಾಣಲೆ ಇಟ್ಟು ಅದಕ್ಕೆ ಎಣ್ಣೆ ಹಾಕಿ ಕಾಯಲು ಬಿಡಿ. ಎಣ್ಣೆ ಕಾದ ಬಳಿಕ ಸ್ವಲ್ಪ ಬಟಾಣಿಯನ್ನು ಹಾಕಿಕೊಂಡು ಫ್ರೈ ಮಾಡಿಕೊಳ್ಳಿ. ನೀವು ಜ್ಯೂಸ್ ಜರಡಿ ಹಿಡಿಯುವ ದೊಡ್ಡ ಜರಡಿ ಇದ್ದರೆ ಅದರ ಒಳಗೆ ಹಾಕಿ ಎಣ್ಣೆಯಲ್ಲಿ ಹಿಡಿಯಬಹುದು. ಸಣ್ಣ ಉರಿಯಲ್ಲಿ ಫ್ರೈ ಮಾಡಿ. ಹೀಗೆ ಎಣ್ಣೆಯಲ್ಲಿ ಫ್ರೈ ಮಾಡುವಾಗ ಸಿಡಿಯುವ ಸಾಧ್ಯತೆ ಇರುತ್ತೆ. ಹೀಗಾಗಿ ಎಚ್ಚರದಿಂದ ಇರಬೇಕು. ಆಗಾಗ ತಿರುಗಿಸುತ್ತಾ ಮೇಲೆ ಎತ್ತಿ ಮತ್ತೆ ಎಣ್ಣೆಯಲ್ಲಿ ಹಾಕುವುದು ಮಾಡುತ್ತಿರಬೇಕು. ಸುಮಾರು 10ರಿಂದ 15 ನಿಮಿಷ ಫ್ರೈ ಮಾಡಿಕೊಳ್ಳಬೇಕು. ಆನಂತರ ಈ ಬಟಾಣಿಯನ್ನು ಒಂದು ಬಟ್ಟೆಯ ಮೇಲೆ ಹಾಕಿಕೊಳ್ಳಿ. ಇದು ಎಣ್ಣೆಯನ್ನು ಹೀರಿಕೊಳ್ಳುತ್ತೆ, ಬಟ್ಟೆಯಿಂದ ಒಳ್ಳೆಯ ರೀತಿ ಎಣ್ಣೆ ಹೀರಿಕೊಳ್ಳುತ್ತೆ. ಈಗ ಬೌಲ್‌ನಲ್ಲಿರುವ ಬಟಾಣಿಗೆ ಉಪ್ಪು, ಖಾರದ ಪುಡಿ, ಚಿಟಿಕೆ ಧನಿಯಾ ಪುಡಿ, ಜೀರಿಗೆ ಪುಡಿ, ಚಾಟ್ ಮಸಾಲೆ ಹಾಕಿ ಮಿಕ್ಸ್ ಮಾಡಿಕೊಳ್ಳಿ. ಚೆನ್ನಾಗಿ ಮಿಕ್ಸ್ ಮಾಡಿದರೆ ನಿಮ್ಮ ಮುಂದೆ ರುಚಿ ರುಚಿಯ ಮಸಾಲೆ ಕಡ್ಲೆ ರೆಡಿಯಾಗುತ್ತೆ. <box>252 180 466 394</box>
priyanka-pull-quote: ಪುರುಷರು ವರ್ಜಿನ್ ಹೆಂಡತಿಯರನ್ನು ಬಯಸುತ್ತಾರೆ <box>480 563 648 575</box>
shivaji-beard <box>882 1276 908 1290</box>
zodiac-row-cancer: ♋ ಕಟಕ ಕಟಕ: ಈ ದಿನ ವಾಹನ ಯೋಗ, ಪರಿಶ್ರಮದಿಂದ ಮೋಸಕ್ಕೆ ಒಳಗಾಗುವಿರಿ, ಆರೋಗ್ಯದಲ್ಲಿ ಏರುಪೇರು, ಅಕಾಲ ಭೋಜನ. <box>172 1232 346 1278</box>
banana-slice <box>432 700 448 716</box>
astrologer-website: www.jyotishyavaastu.com <box>61 1277 161 1286</box>
sports-body-left: ರಿಲಯನ್ಸ್ ಫೌಂಡೇಶನ್ ಕ್ರೀಡಾಪಟುಗಳು 38ನೇ ರಾಷ್ಟ್ರೀಯ ಕ್ರೀಡಾಕೂಟದಲ್ಲಿ ಅದ್ಭುತ ಪ್ರದರ್ಶನ ನೀಡಿ 43 ಪದಕಗಳನ್ನು ಗೆದ್ದಿದ್ದಾರೆ. ಇವುಗಳಲ್ಲಿ 20 ಚಿನ್ನ, 16 ಬೆಳ್ಳಿ ಮತ್ತು 7 ಕಂಚಿನ ಪದಕಗಳು ಸೇರಿವೆ. ಅಥ್ಲೆಟಿಕ್ಸ್‌ನಲ್ಲಿ ರಿಲಯನ್ಸ್ ಫೌಂಡೇಶನ್ ಅಥ್ಲೀಟ್‌ಗಳು ಪ್ರಾಬಲ್ಯವನ್ನು ಸಾಧಿಸಿ ಒಟ್ಟು 21 ಪದಕಗಳನ್ನು ಹೊಂದಿದ್ದಾರೆ. ಅನಿಮೇಶ್ ಕುಜೂರ್ 100 ಮೀ, 200 ಮೀ ಮತ್ತು 4×100 ಮೀ ರಿಲೇಯಲ್ಲಿ ಮೂರು ಚಿನ್ನದ ಪದಕಗಳನ್ನು ಗೆದ್ದು ಅತ್ಯುತ್ತಮ ಸ್ಪ್ರಿಂಟರ್ ಆಗಿ ಹೊರಹೊಮ್ಮಿದರು. ಒಲಿಂಪಿಯನ್ ಅಥ್ಲೀಟ್ ಜ್ಯೋತಿ ಯರ‍್ರಾಜಿ 100 ಮೀಟರ್ ಹರ್ಡಲ್ಸ್‌ನಲ್ಲಿ ಚಿನ್ನದ ಪದಕ ಗೆದ್ದರೆ, ಮಹಿಳೆಯರ ರಿಲೇ ತಂಡವು ಕೂಡ ಚಿನ್ನ ಗೆದ್ದು ಇತಿಹಾಸ ಸೃಷ್ಟಿಸಿತು. ಹೊಂದಾಣಿಕೆ ತೋರಿಸಿ ಶೀರ್ ಪುರುಷರ 110 ಮೀಟರ್ ಹರ್ಡಲ್ಸ್‌ನಲ್ಲಿ ಗೆಲುವು ಮೂಡಿದ ತಂಡ ಸಾಧನೆ ಮೆರೆದರು. ಜ್ಯೋತಿ ತಮ್ಮ ತೇಜಸ್ ಅಭ್ಯರ್ಥನ ಕಳೆದ ಮೂರು ರಾಷ್ಟ್ರೀಯ ಕ್ರೀಡಾಕೂಟಗಳಲ್ಲಿ ಸತತವಾಗಿ ಪದಕ ಗೆದ್ದಿದ್ದಾರೆ. ಇದುವರೆಗೆ 2025ರಲ್ಲಿ ನಡೆಯುವ ಏಷ್ಯನ್ ಚಾಂಪಿಯನ್‌ಶಿಪ್‌ಗೆ ಅರ್ಹತೆ ಪಡೆದಿದ್ದಾರೆ. <box>470 735 620 933</box>
beauty-badge-text: ಬ್ಯೂಟಿ ಟಿಪ್ಸ್ <box>297 903 379 925</box>
masthead-title <box>56 8 238 32</box>
sports-headline-2: ಫೌಂಡೇಶನ್ ಕ್ರೀಡಾಪಟುಗಳಿಂದ ಇತಿಹಾಸ ಸೃಷ್ಟಿ <box>525 688 888 716</box>
scorpio-icon: ♏ ವೃಶ್ಚಿಕ <box>172 1432 208 1478</box>
priyanka-photo-large <box>472 215 655 558</box>
zodiac-row-leo: ♌ ಸಿಂಹ ಸಿಂಹ: ಯಜ್ಞ ಕಾರ್ಯಗಳಲ್ಲಿ ಜಯ, ಕ್ರಯ ವಿಕ್ರಯದಲ್ಲಿ ಲಾಭ, ಹಿತ ಶತ್ರುಭಾದೆ, ವ್ಯವಹಾರದಲ್ಲಿ ಎಚ್ಚರಿಕೆಯಿಂದ ವರ್ತಿಸಿ.. <box>172 1282 346 1328</box>
know-box-answer: ಎಸ್.ಎಲ್. ಭೈರಪ್ಪ <box>858 101 929 114</box>
beauty-face-photo <box>218 937 458 1225</box>
horoscope-column-3 <box>353 1232 503 1432</box>
happy-text: HAPPY <box>791 1288 826 1295</box>
shivaji-para-1: ಫೆಬ್ರವರಿ 19 ರಂದು ಭಾರತದಲ್ಲಿ ಮರಾಠರ ಮಹಾನ್ ಚಕ್ರವರ್ತಿಯ ಜಯಂತಿಯನ್ನು ಆಚರಿಸುವ ಹಬ್ಬ ಶಿವಾಜಿ ಜಯಂತಿ. ಮಹಾರಾಷ್ಟ್ರ ರಾಜ್ಯದಲ್ಲಿ ಚಕ್ರವರ್ತಿಯ ಜನನ ಮತ್ತು ಜೀವನವನ್ನು ಗೌರವಿಸಲು ಈ ರಜಾದಿನವನ್ನು ಆಚರಿಸಲಾಗುತ್ತದೆ. ಈ ಆಚರಣೆ ಸುಮಾರು 400 ವರ್ಷಗಳಷ್ಟು ಹಳೆಯದು! ಈ ಹೆಸರನ್ನು ಮೂರು ಬಾರಿ ಹೇಳಲು ಪ್ರಯತ್ನಿಸಿ: ಛತ್ರಪತಿ ಶಿವಾಜಿ ಮಹಾರಾಜ್ ಜಯಂತಿ. <box>510 1232 746 1287</box>
cancer-icon: ♋ ಕಟಕ <box>172 1232 208 1278</box>
recipe-school-banner: ಪಾಕ ಶಾಲೆ <box>27 177 248 223</box>
peas-photo <box>20 223 248 423</box>
plate-shape <box>34 235 234 411</box>
shivaji-text: SHIVAJI <box>769 1296 841 1315</box>
tips-logo <box>56 56 246 130</box>
